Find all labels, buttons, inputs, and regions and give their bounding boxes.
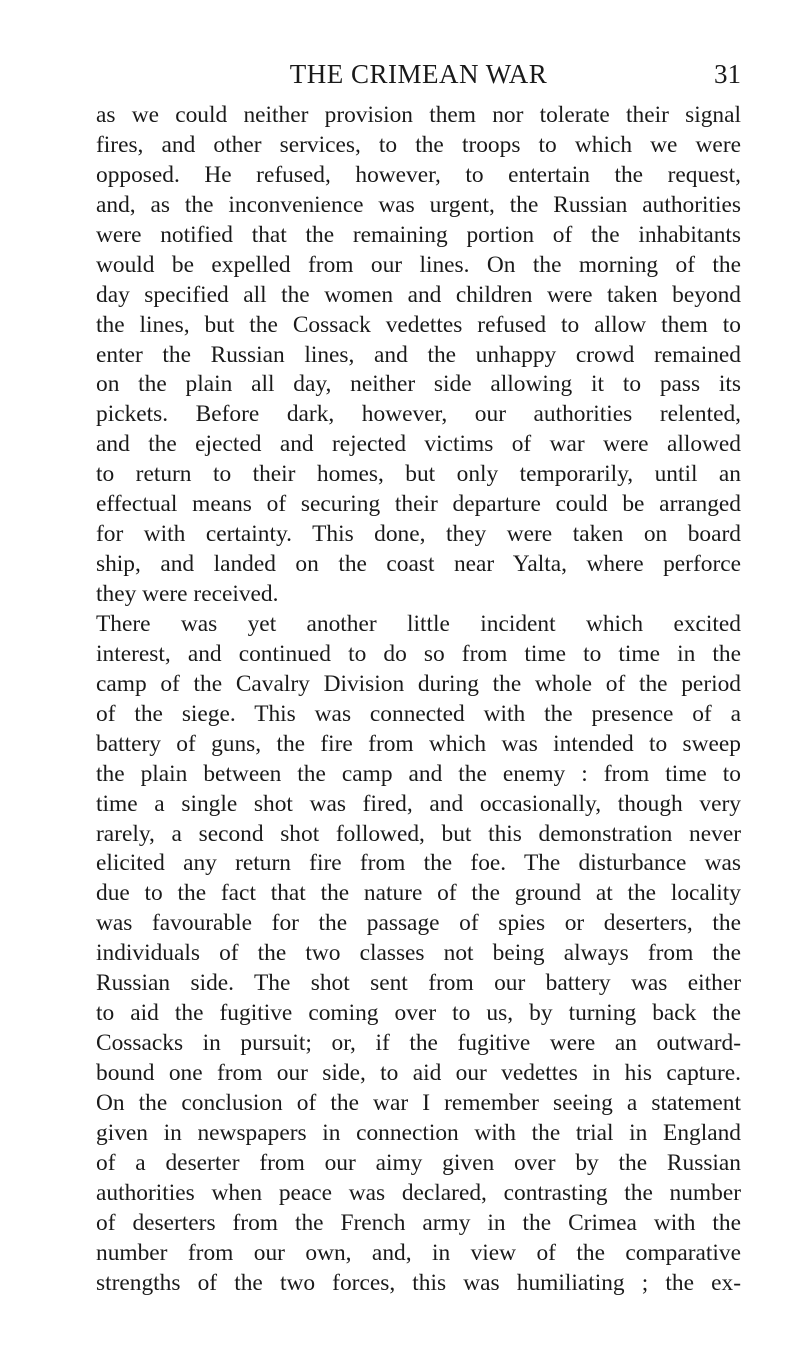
text-line: rarely, a second shot followed, but this demonstration never [96,820,741,847]
text-line: enter the Russian lines, and the unhappy crowd remained [96,341,741,368]
text-line: and, as the inconvenience was urgent, the Russian authorities [96,191,741,218]
text-line: authorities when peace was declared, contrasting the number [96,1179,741,1206]
text-line: were notified that the remaining portion of the inhabitants [96,221,741,248]
text-line: number from our own, and, in view of the comparative [96,1239,741,1266]
text-line: was favourable for the passage of spies or deserters, the [96,910,741,937]
text-line: effectual means of securing their departure could be arranged [96,491,741,518]
text-line: for with certainty. This done, they were taken on board [96,521,741,548]
text-line: Russian side. The shot sent from our battery was either [96,970,741,997]
text-line: and the ejected and rejected victims of war were allowed [96,431,741,458]
text-line: Cossacks in pursuit; or, if the fugitive were an outward- [96,1030,741,1057]
text-line: time a single shot was fired, and occasionally, though very [96,790,741,817]
body-text [96,101,741,1299]
text-line: of the siege. This was connected with the presence of a [96,700,741,727]
text-line: opposed. He refused, however, to entertain the request, [96,161,741,188]
text-line: to return to their homes, but only temporarily, until an [96,461,741,488]
text-line: camp of the Cavalry Division during the whole of the period [96,670,741,697]
text-line: ship, and landed on the coast near Yalta, where perforce [96,551,741,578]
text-line: fires, and other services, to the troops to which we were [96,131,741,158]
text-line: would be expelled from our lines. On the morning of the [96,251,741,278]
text-line: On the conclusion of the war I remember seeing a statement [96,1089,741,1116]
running-head [96,54,741,94]
text-line: they were received. [96,581,279,607]
text-line: individuals of the two classes not being always from the [96,940,741,967]
page-number: 31 [714,59,741,89]
text-line: as we could neither provision them nor tolerate their signal [96,102,741,128]
text-line: day specified all the women and children were taken beyond [96,281,741,308]
paragraph-start-line: There was yet another little incident which excited [96,610,741,637]
running-title: THE CRIMEAN WAR [289,59,548,89]
text-line: bound one from our side, to aid our vedettes in his capture. [96,1060,741,1086]
text-line: on the plain all day, neither side allowing it to pass its [96,371,741,398]
text-line: of a deserter from our aimy given over by the Russian [96,1149,741,1176]
text-line: the plain between the camp and the enemy : from time to [96,760,741,787]
text-line: of deserters from the French army in the Crimea with the [96,1209,741,1236]
text-line: interest, and continued to do so from time to time in the [96,640,741,667]
text-line: strengths of the two forces, this was humiliating ; the ex- [96,1269,741,1296]
text-line: due to the fact that the nature of the ground at the locality [96,880,741,907]
text-line: battery of guns, the fire from which was intended to sweep [96,730,741,757]
text-line: the lines, but the Cossack vedettes refused to allow them to [96,311,741,338]
text-line: to aid the fugitive coming over to us, by turning back the [96,1000,741,1027]
text-line: elicited any return fire from the foe. The disturbance was [96,850,741,877]
text-line: given in newspapers in connection with the trial in England [96,1119,741,1146]
text-line: pickets. Before dark, however, our authorities relented, [96,401,741,428]
